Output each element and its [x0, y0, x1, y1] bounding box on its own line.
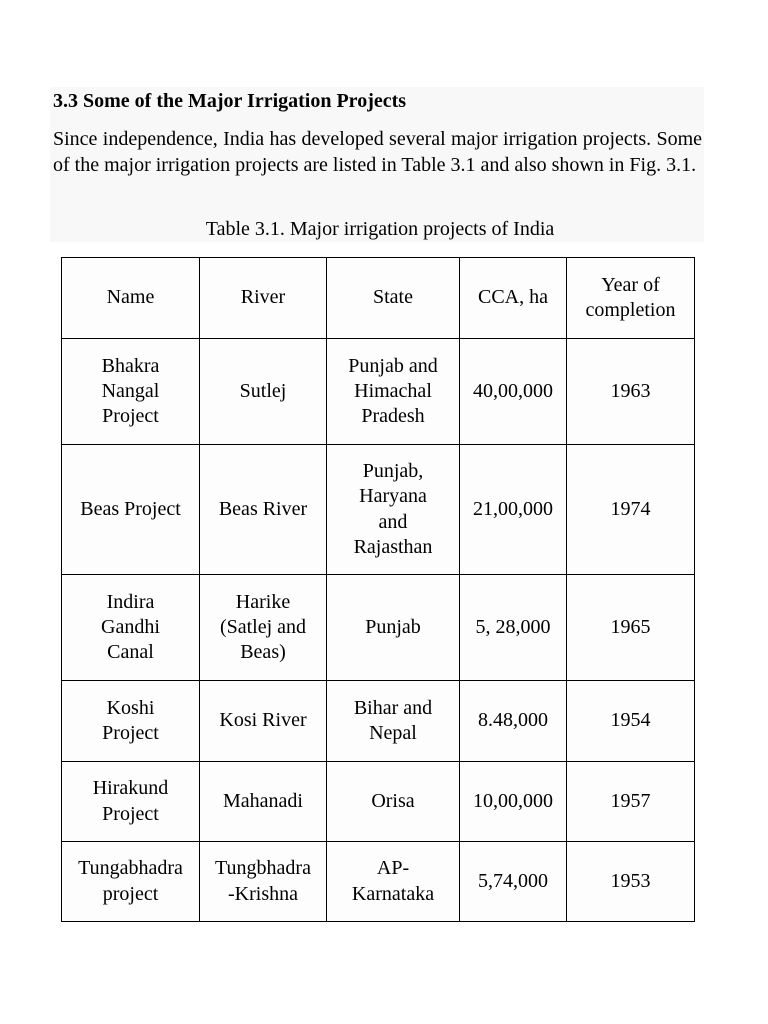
cell-name: Tungabhadra project	[62, 842, 200, 922]
intro-paragraph: Since independence, India has developed several major irrigation projects. Some of the major irrigation projects are listed in Table 3.1 and also shown in Fig. 3.1.	[53, 128, 702, 176]
table-row	[62, 681, 695, 762]
cell-cca: 5,74,000	[460, 842, 567, 922]
cell-river: Kosi River	[200, 681, 327, 762]
cell-cca: 10,00,000	[460, 762, 567, 842]
cell-state: Orisa	[327, 762, 460, 842]
table-row	[62, 339, 695, 445]
cell-cca: 21,00,000	[460, 445, 567, 575]
table-row	[62, 842, 695, 922]
cell-year: 1954	[567, 681, 695, 762]
cell-year: 1953	[567, 842, 695, 922]
header-river: River	[200, 258, 327, 339]
table-row	[62, 762, 695, 842]
cell-year: 1963	[567, 339, 695, 445]
cell-cca: 8.48,000	[460, 681, 567, 762]
table-row	[62, 575, 695, 681]
cell-state: Punjab and Himachal Pradesh	[327, 339, 460, 445]
cell-state: Punjab, Haryana and Rajasthan	[327, 445, 460, 575]
header-name: Name	[62, 258, 200, 339]
header-cca: CCA, ha	[460, 258, 567, 339]
header-year: Year of completion	[567, 258, 695, 339]
cell-name: Indira Gandhi Canal	[62, 575, 200, 681]
cell-name: Hirakund Project	[62, 762, 200, 842]
cell-cca: 5, 28,000	[460, 575, 567, 681]
cell-name: Koshi Project	[62, 681, 200, 762]
section-heading: 3.3 Some of the Major Irrigation Projects	[53, 90, 407, 112]
cell-river: Beas River	[200, 445, 327, 575]
cell-river: Tungbhadra -Krishna	[200, 842, 327, 922]
cell-year: 1974	[567, 445, 695, 575]
cell-river: Mahanadi	[200, 762, 327, 842]
cell-year: 1965	[567, 575, 695, 681]
table-caption: Table 3.1. Major irrigation projects of India	[205, 218, 555, 240]
cell-cca: 40,00,000	[460, 339, 567, 445]
cell-state: Punjab	[327, 575, 460, 681]
cell-name: Bhakra Nangal Project	[62, 339, 200, 445]
cell-state: Bihar and Nepal	[327, 681, 460, 762]
table-header-row	[62, 258, 695, 339]
cell-river: Sutlej	[200, 339, 327, 445]
cell-state: AP- Karnataka	[327, 842, 460, 922]
irrigation-projects-table	[61, 257, 695, 922]
cell-name: Beas Project	[62, 445, 200, 575]
header-state: State	[327, 258, 460, 339]
cell-year: 1957	[567, 762, 695, 842]
table-row	[62, 445, 695, 575]
cell-river: Harike (Satlej and Beas)	[200, 575, 327, 681]
